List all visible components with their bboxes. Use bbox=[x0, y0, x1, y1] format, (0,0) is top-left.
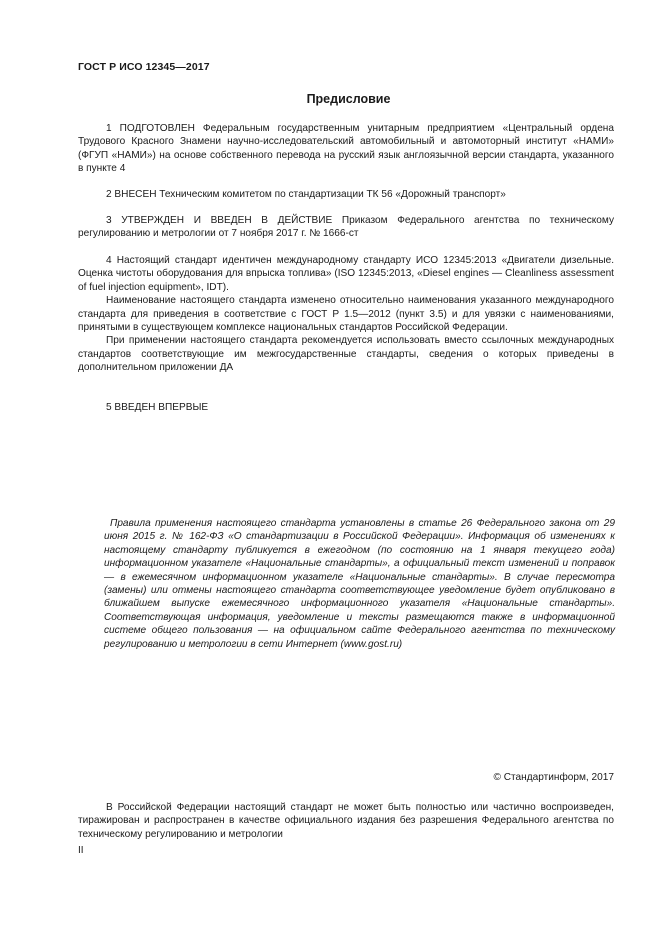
paragraph: 2 ВНЕСЕН Техническим комитетом по стандартизации ТК 56 «Дорожный транспорт» bbox=[106, 189, 506, 200]
foreword-item-4 bbox=[78, 254, 614, 375]
foreword-item-3 bbox=[78, 214, 614, 241]
paragraph: При применении настоящего стандарта рекомендуется использовать вместо ссылочных международных стандартов соответствующие им межгосударственные стандарты, сведения о которых приведены в дополнительном приложении ДА bbox=[78, 335, 614, 374]
rights-text: В Российской Федерации настоящий стандарт не может быть полностью или частично воспроизведен, тиражирован и распространен в качестве официального издания без разрешения Федерального агентства по техническому регулированию и метрологии bbox=[78, 802, 614, 840]
paragraph: 4 Настоящий стандарт идентичен международному стандарту ИСО 12345:2013 «Двигатели дизельные. Оценка чистоты оборудования для впрыска топлива» (ISO 12345:2013, «Diesel engines — Cleanliness assessment of fuel injection equipment», IDT). bbox=[78, 255, 614, 293]
reproduction-notice bbox=[78, 801, 614, 841]
paragraph: 1 ПОДГОТОВЛЕН Федеральным государственным унитарным предприятием «Центральный ордена Трудового Красного Знамени научно-исследовательский автомобильный и автомоторный институт «НАМИ» (ФГУП «НАМИ») на основе собственного перевода на русский язык англоязычной версии стандарта, указанного в пункте 4 bbox=[78, 123, 614, 175]
application-rules-notice bbox=[104, 517, 615, 651]
page-number: II bbox=[78, 845, 84, 856]
foreword-item-5 bbox=[78, 401, 614, 414]
paragraph: 5 ВВЕДЕН ВПЕРВЫЕ bbox=[106, 402, 209, 413]
copyright: © Стандартинформ, 2017 bbox=[493, 772, 614, 783]
page-title: Предисловие bbox=[306, 92, 391, 106]
notice-text: Правила применения настоящего стандарта установлены в статье 26 Федерального закона от 29 июня 2015 г. № 162-ФЗ «О стандартизации в Российской Федерации». Информация об изменениях к настоящему стандарту публикуется в ежегодном (по состоянию на 1 января текущего года) информационном указателе «Национальные стандарты», а официальный текст изменений и поправок — в ежемесячном информационном указателе «Национальные стандарты». В случае пересмотра (замены) или отмены настоящего стандарта соответствующее уведомление будет опубликовано в ближайшем выпуске ежемесячного информационного указателя «Национальные стандарты». Соответствующая информация, уведомление и тексты размещаются также в информационной системе общего пользования — на официальном сайте Федерального агентства по техническому регулированию и метрологии в сети Интернет (www.gost.ru) bbox=[104, 518, 615, 650]
paragraph: Наименование настоящего стандарта изменено относительно наименования указанного международного стандарта для приведения в соответствие с ГОСТ Р 1.5—2012 (пункт 3.5) и для увязки с наименованиями, принятыми в существующем комплексе национальных стандартов Российской Федерации. bbox=[78, 295, 614, 334]
paragraph: 3 УТВЕРЖДЕН И ВВЕДЕН В ДЕЙСТВИЕ Приказом Федерального агентства по техническому регулированию и метрологии от 7 ноября 2017 г. № 1666-ст bbox=[78, 215, 614, 240]
standard-code-header: ГОСТ Р ИСО 12345—2017 bbox=[78, 61, 210, 73]
foreword-item-1 bbox=[78, 122, 614, 176]
foreword-item-2 bbox=[78, 188, 614, 201]
